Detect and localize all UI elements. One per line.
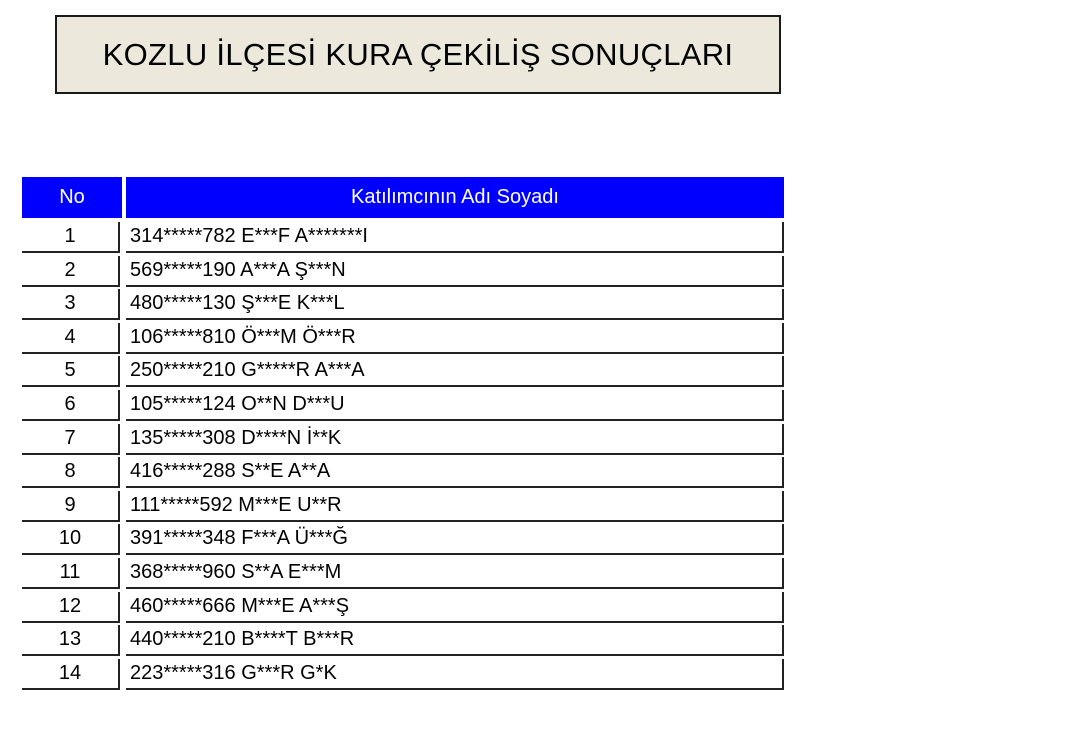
participant-name: 250*****210 G*****R A***A	[126, 356, 784, 387]
table-row	[22, 659, 784, 690]
row-number: 9	[22, 491, 120, 522]
participant-name: 416*****288 S**E A**A	[126, 457, 784, 488]
table-row	[22, 558, 784, 589]
table-row	[22, 592, 784, 623]
table-row	[22, 390, 784, 421]
column-header-name: Katılımcının Adı Soyadı	[126, 177, 784, 218]
participant-name: 111*****592 M***E U**R	[126, 491, 784, 522]
table-row	[22, 323, 784, 354]
row-number: 1	[22, 222, 120, 253]
participant-name: 314*****782 E***F A*******I	[126, 222, 784, 253]
row-number: 10	[22, 524, 120, 555]
results-table	[22, 177, 784, 692]
table-row	[22, 524, 784, 555]
row-number: 7	[22, 424, 120, 455]
participant-name: 135*****308 D****N İ**K	[126, 424, 784, 455]
page-title-box	[55, 15, 781, 94]
row-number: 13	[22, 625, 120, 656]
row-number: 3	[22, 289, 120, 320]
table-row	[22, 491, 784, 522]
participant-name: 391*****348 F***A Ü***Ğ	[126, 524, 784, 555]
table-row	[22, 256, 784, 287]
participant-name: 460*****666 M***E A***Ş	[126, 592, 784, 623]
row-number: 6	[22, 390, 120, 421]
participant-name: 569*****190 A***A Ş***N	[126, 256, 784, 287]
row-number: 5	[22, 356, 120, 387]
participant-name: 368*****960 S**A E***M	[126, 558, 784, 589]
table-row	[22, 356, 784, 387]
table-row	[22, 457, 784, 488]
row-number: 14	[22, 659, 120, 690]
table-row	[22, 289, 784, 320]
table-row	[22, 222, 784, 253]
table-header	[22, 177, 784, 218]
participant-name: 440*****210 B****T B***R	[126, 625, 784, 656]
row-number: 11	[22, 558, 120, 589]
table-row	[22, 625, 784, 656]
row-number: 4	[22, 323, 120, 354]
row-number: 2	[22, 256, 120, 287]
table-row	[22, 424, 784, 455]
page-title: KOZLU İLÇESİ KURA ÇEKİLİŞ SONUÇLARI	[102, 36, 734, 72]
row-number: 12	[22, 592, 120, 623]
table-body	[22, 222, 784, 690]
row-number: 8	[22, 457, 120, 488]
column-header-no: No	[22, 177, 122, 218]
participant-name: 105*****124 O**N D***U	[126, 390, 784, 421]
participant-name: 480*****130 Ş***E K***L	[126, 289, 784, 320]
participant-name: 106*****810 Ö***M Ö***R	[126, 323, 784, 354]
participant-name: 223*****316 G***R G*K	[126, 659, 784, 690]
